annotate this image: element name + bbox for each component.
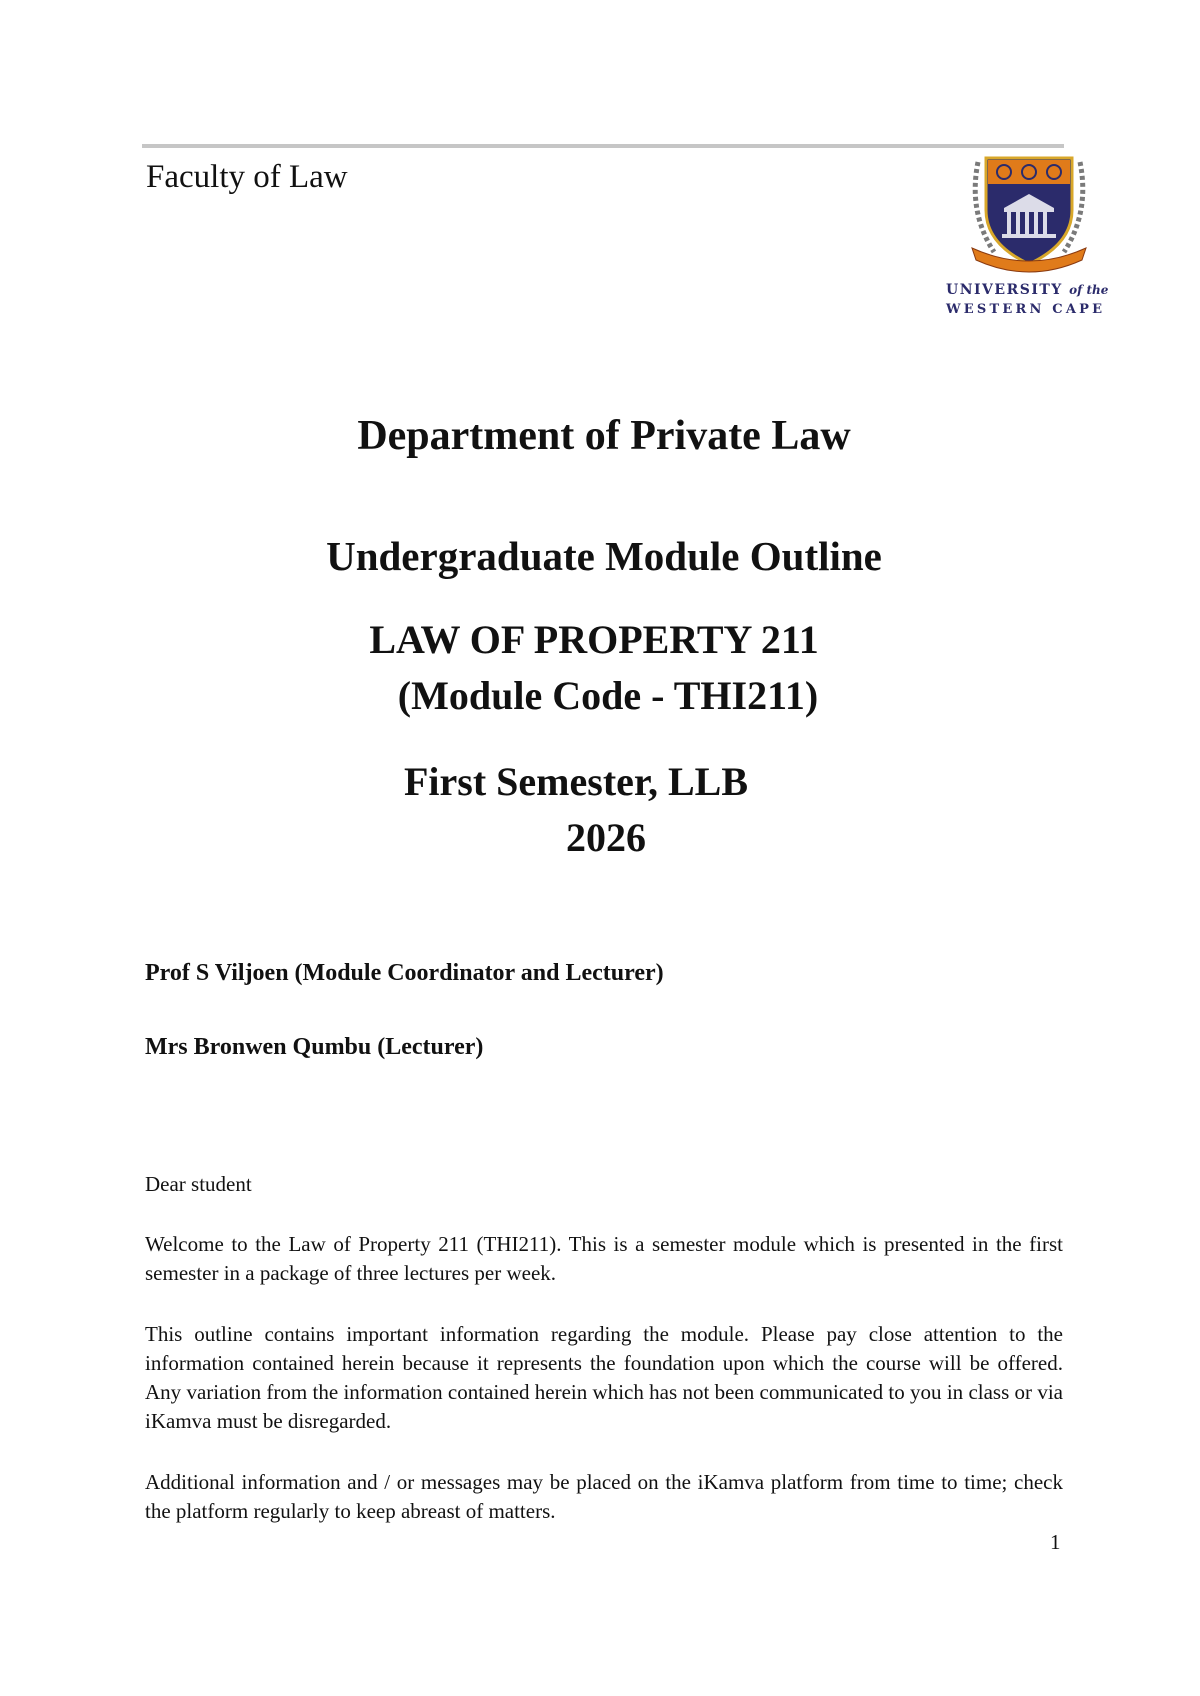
- staff-lecturer: Mrs Bronwen Qumbu (Lecturer): [145, 1034, 484, 1060]
- page-number: 1: [1050, 1530, 1061, 1554]
- logo-wordmark-line2: WESTERN CAPE: [946, 302, 1106, 317]
- module-code: (Module Code - THI211): [397, 673, 819, 718]
- letter-greeting: Dear student: [145, 1172, 252, 1196]
- department-title: Department of Private Law: [357, 413, 851, 459]
- year: 2026: [566, 815, 646, 860]
- outline-title: Undergraduate Module Outline: [326, 533, 882, 579]
- staff-coordinator: Prof S Viljoen (Module Coordinator and Lecturer): [145, 960, 664, 986]
- letter-paragraph: Additional information and / or messages may be placed on the iKamva platform from time to time; check the platform regularly to keep abreast of matters.: [145, 1470, 1063, 1523]
- faculty-name: Faculty of Law: [146, 159, 348, 195]
- header-rule: [142, 144, 1064, 148]
- letter-paragraph: Welcome to the Law of Property 211 (THI211). This is a semester module which is presented in the first semester in a package of three lectures per week.: [145, 1232, 1063, 1285]
- university-logo: [940, 152, 1120, 322]
- letter-paragraph: This outline contains important information regarding the module. Please pay close attention to the information contained herein because it represents the foundation upon which the course will be offered. Any variation from the information contained herein which has not been communicated to you in class or via iKamva must be disregarded.: [145, 1322, 1063, 1433]
- module-name: LAW OF PROPERTY 211: [369, 617, 819, 662]
- semester: First Semester, LLB: [403, 759, 749, 804]
- logo-wordmark-line1: UNIVERSITY of the: [946, 282, 1109, 298]
- crest-icon: [964, 152, 1094, 280]
